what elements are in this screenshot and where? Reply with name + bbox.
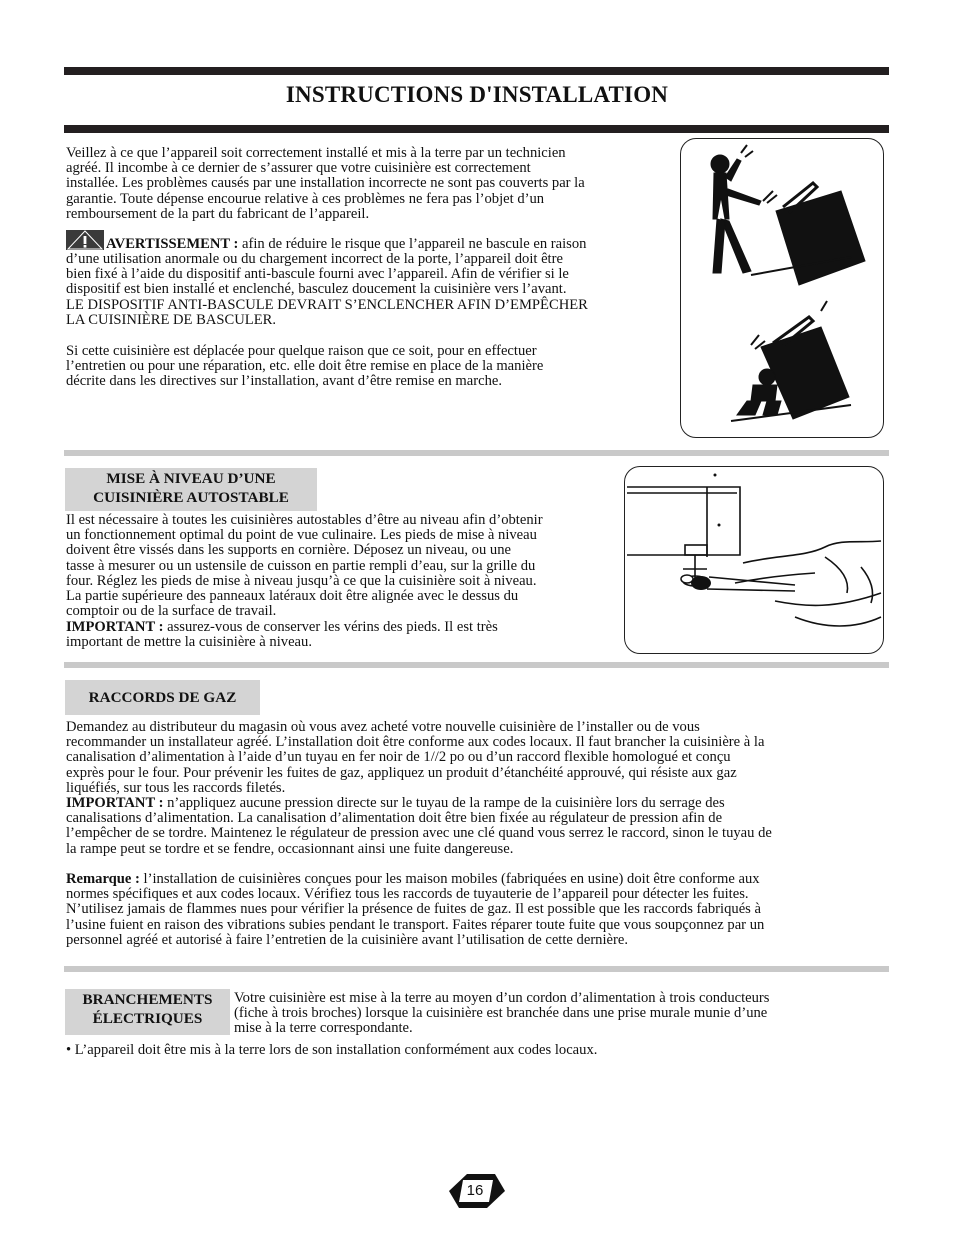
warning-icon: [66, 230, 104, 250]
anti-tip-illustration: [680, 138, 884, 438]
top-rule: [64, 67, 889, 75]
electrical-bullet: • L’appareil doit être mis à la terre lors de son installation conformément aux codes locaux.: [66, 1042, 598, 1058]
gas-remark-label: Remarque :: [66, 871, 140, 887]
electrical-heading: BRANCHEMENTS ÉLECTRIQUES: [65, 989, 230, 1035]
warning-text: d’une utilisation anormale ou du chargement incorrect de la porte, l’appareil doit être bien fixé à l’aide du dispositif anti-bascule fourni avec l’appareil. Afin de vérifier si le dispositif est bien installé et enclenché, basculez doucement la cuisinière vers l’avant. LE DISPOSITIF ANTI-BASCULE DEVRAIT S’ENCLENCHER AFIN D’EMPÊCHER LA CUISINIÈRE DE BASCULER.: [66, 251, 588, 328]
leveling-important-label: IMPORTANT :: [66, 619, 164, 635]
title-underline-rule: [64, 125, 889, 133]
page-number-badge: [447, 1172, 507, 1210]
relocation-paragraph: Si cette cuisinière est déplacée pour quelque raison que ce soit, pour en effectuer l’entretien ou pour une réparation, etc. elle doit être remise en place de la manière décrite dans les directives sur l’installation, avant d’être remise en marche.: [66, 343, 544, 390]
section-divider-1: [64, 450, 889, 456]
warning-text-first: afin de réduire le risque que l’appareil ne bascule en raison: [238, 236, 587, 252]
gas-remark-text: l’installation de cuisinières conçues pour les maison mobiles (fabriquées en usine) doit être conforme aux normes spécifiques et aux codes locaux. Vérifiez tous les raccords de tuyauterie de l’appareil pour détecter les fuites. N’utilisez jamais de flammes nues pour vérifier la présence de fuites de gaz. Il est possible que les raccords fabriqués à l’usine fuient en raison des vibrations subies pendant le transport. Faites réparer toute fuite que vous soupçonnez par un personnel agréé et autorisé à faire l’entretien de la cuisinière avant l’utilisation de cette dernière.: [66, 871, 765, 948]
gas-important-label: IMPORTANT :: [66, 795, 164, 811]
page-number: 16: [466, 1182, 484, 1199]
gas-remark: [66, 872, 896, 948]
gas-important-text: n’appliquez aucune pression directe sur le tuyau de la rampe de la cuisinière lors du serrage des canalisations d’alimentation. La canalisation d’alimentation doit être bien fixée au régulateur de pression afin de l’empêcher de se tordre. Maintenez le régulateur de pression avec une clé quand vous serrez le raccord, sinon le tuyau de la rampe peut se tordre et se fendre, occasionnant ainsi une fuite dangereuse.: [66, 795, 772, 857]
leveling-important-text: assurez-vous de conserver les vérins des pieds. Il est très important de mettre la cuisinière à niveau.: [66, 619, 498, 651]
warning-label: AVERTISSEMENT :: [106, 236, 239, 252]
leveling-leg-illustration: [624, 466, 884, 654]
electrical-text: Votre cuisinière est mise à la terre au moyen d’un cordon d’alimentation à trois conducteurs (fiche à trois broches) lorsque la cuisinière est branchée dans une prise murale munie d’une mise à la terre correspondante.: [234, 990, 770, 1037]
gas-text: Demandez au distributeur du magasin où vous avez acheté votre nouvelle cuisinière de l’installer ou de vous recommander un installateur agréé. L’installation doit être conforme aux codes locaux. Il faut brancher la cuisinière à la canalisation d’alimentation à l’aide d’un tuyau en fer noir de 1//2 po ou d’un raccord flexible homologué et conçu exprès pour le four. Pour prévenir les fuites de gaz, appliquez un produit d’étanchéité approuvé, qui résiste aux gaz liquéfiés, sur tous les raccords filetés.: [66, 719, 765, 796]
page-title: INSTRUCTIONS D'INSTALLATION: [285, 82, 669, 107]
gas-important: [66, 796, 896, 857]
intro-paragraph: Veillez à ce que l’appareil soit correctement installé et mis à la terre par un technicien agréé. Il incombe à ce dernier de s’assurer que votre cuisinière est correctement installée. Les problèmes causés par une installation incorrecte ne sont pas couverts par la garantie. Toute dépense encourue relative à ces problèmes ne fera pas l’objet d’un remboursement de la part du fabricant de l’appareil.: [66, 145, 585, 222]
section-divider-3: [64, 966, 889, 972]
warning-first-line: [106, 237, 686, 252]
gas-heading: RACCORDS DE GAZ: [65, 680, 260, 715]
leveling-text: Il est nécessaire à toutes les cuisinières autostables d’être au niveau afin d’obtenir un fonctionnement optimal du point de vue culinaire. Les pieds de mise à niveau doivent être vissés dans les supports en cornière. Déposez un niveau, ou une tasse à mesurer ou un ustensile de cuisson en partie rempli d’eau, sur la grille du four. Réglez les pieds de mise à niveau jusqu’à ce que la cuisinière soit à niveau. La partie supérieure des panneaux latéraux doit être alignée avec le dessus du comptoir ou de la surface de travail.: [66, 512, 543, 620]
leveling-important: [66, 620, 626, 650]
leveling-heading: MISE À NIVEAU D’UNE CUISINIÈRE AUTOSTABLE: [65, 468, 317, 511]
section-divider-2: [64, 662, 889, 668]
